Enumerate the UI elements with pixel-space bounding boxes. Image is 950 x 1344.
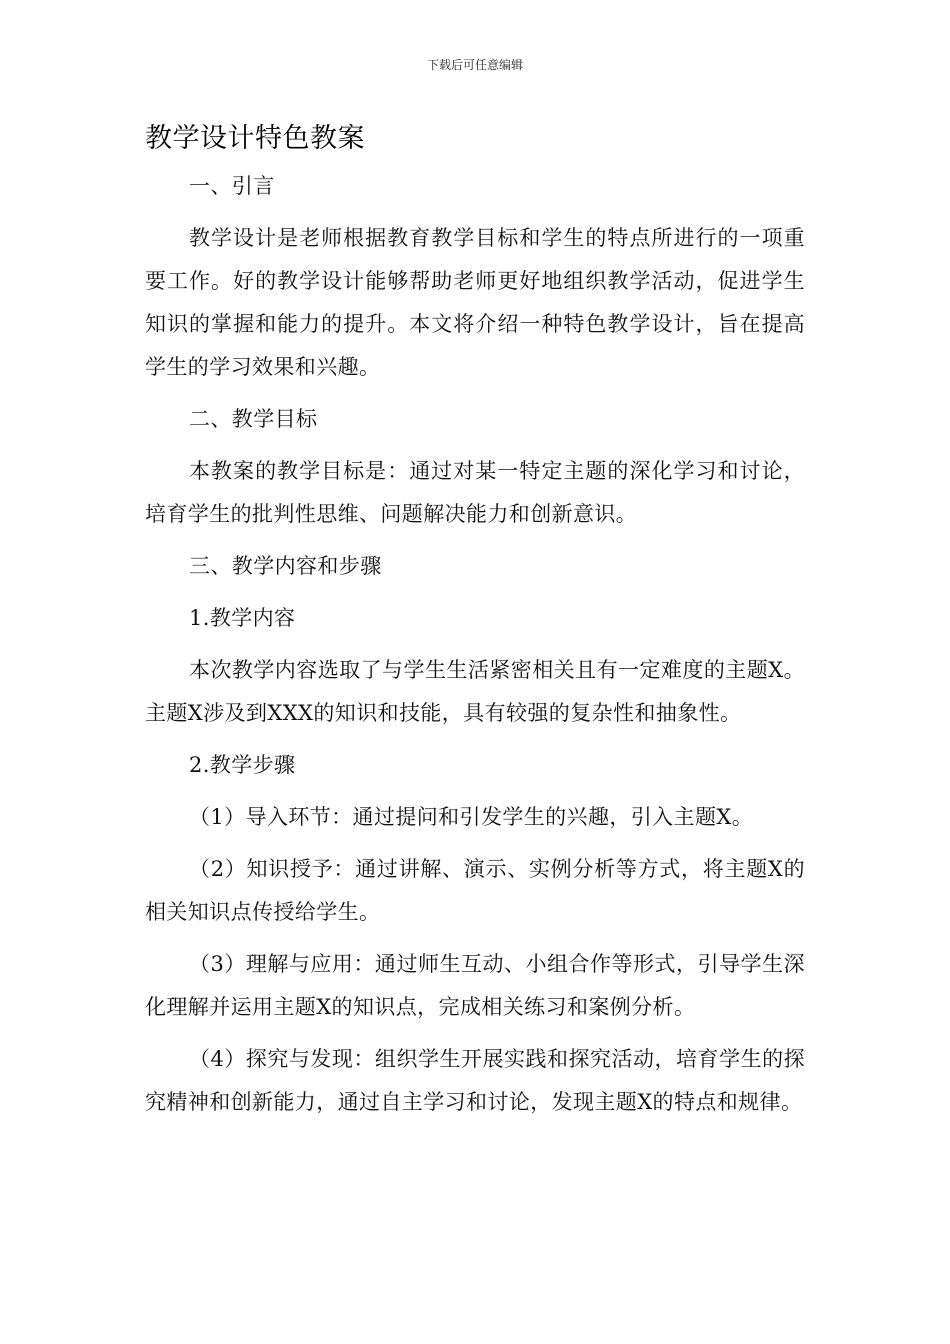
section-heading-content-steps: 三、教学内容和步骤	[189, 554, 382, 578]
section-heading-introduction: 一、引言	[189, 174, 275, 198]
step-item-1: （1）导入环节：通过提问和引发学生的兴趣，引入主题X。	[189, 805, 754, 829]
step-item-3: （3）理解与应用：通过师生互动、小组合作等形式，引导学生深化理解并运用主题X的知识点，完成相关练习和案例分析。	[145, 952, 805, 1019]
subheading-steps: 2.教学步骤	[189, 753, 296, 777]
paragraph-introduction: 教学设计是老师根据教育教学目标和学生的特点所进行的一项重要工作。好的教学设计能够帮助老师更好地组织教学活动，促进学生知识的掌握和能力的提升。本文将介绍一种特色教学设计，旨在提高学生的学习效果和兴趣。	[145, 226, 805, 379]
section-heading-objectives: 二、教学目标	[189, 407, 318, 431]
paragraph-content: 本次教学内容选取了与学生生活紧密相关且有一定难度的主题X。主题X涉及到XXX的知识和技能，具有较强的复杂性和抽象性。	[145, 658, 805, 725]
subheading-content: 1.教学内容	[189, 606, 296, 630]
header-note: 下载后可任意编辑	[426, 58, 523, 72]
step-item-4: （4）探究与发现：组织学生开展实践和探究活动，培育学生的探究精神和创新能力，通过自主学习和讨论，发现主题X的特点和规律。	[145, 1047, 805, 1114]
document-body	[145, 165, 805, 1133]
document-title: 教学设计特色教案	[145, 123, 365, 154]
step-item-2: （2）知识授予：通过讲解、演示、实例分析等方式，将主题X的相关知识点传授给学生。	[145, 857, 805, 924]
paragraph-objectives: 本教案的教学目标是：通过对某一特定主题的深化学习和讨论，培育学生的批判性思维、问题解决能力和创新意识。	[145, 459, 805, 526]
